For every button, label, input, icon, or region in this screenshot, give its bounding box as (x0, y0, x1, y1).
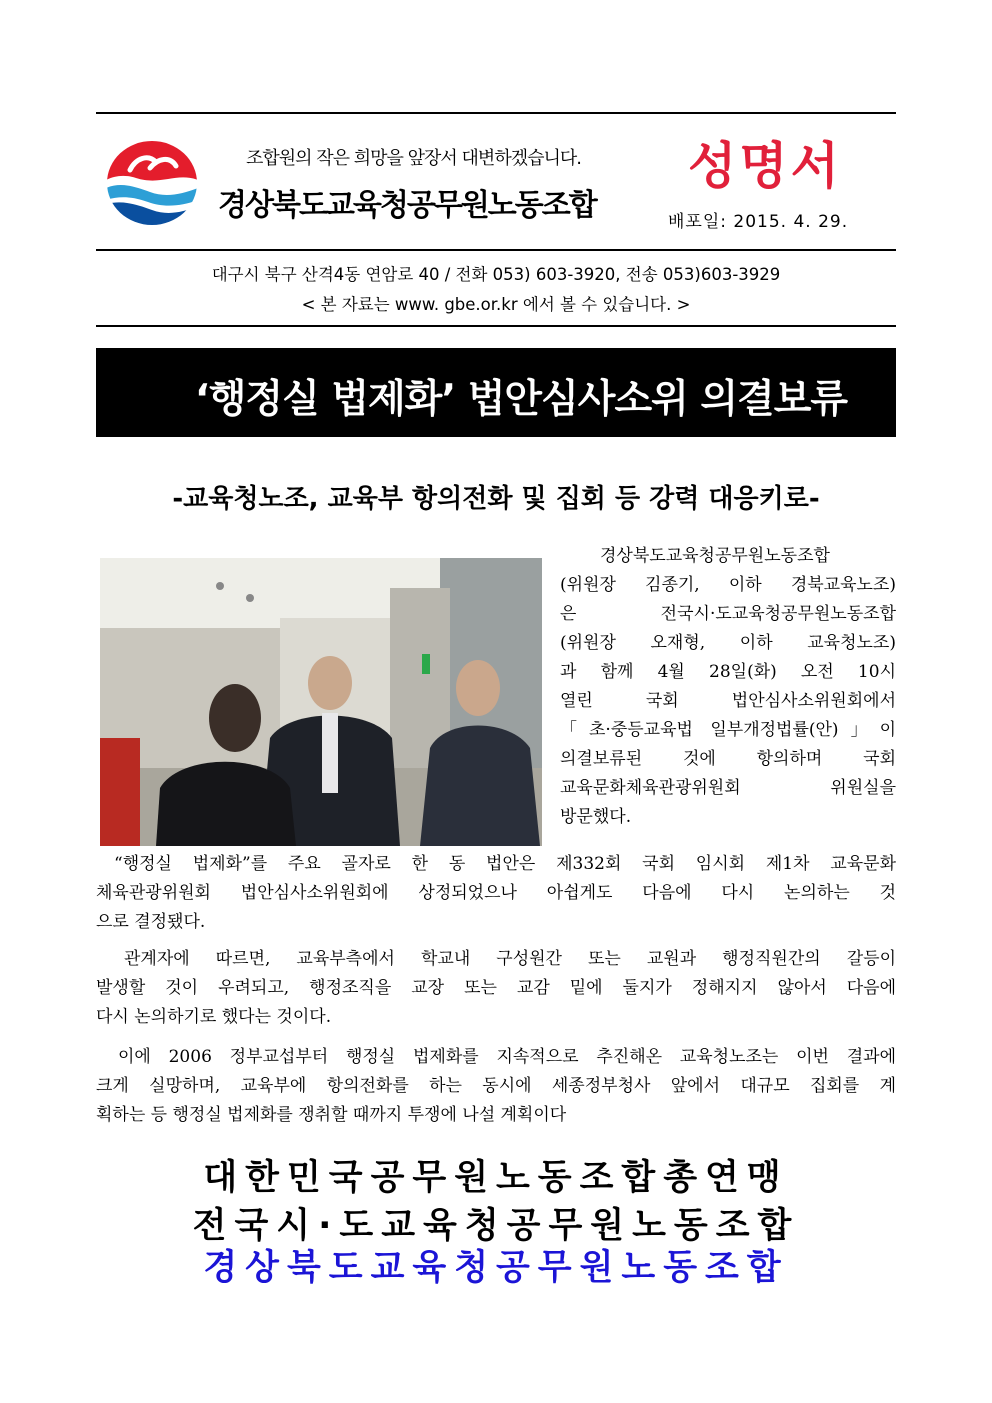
intro-line: 과 함께 4월 28일(화) 오전 10시 (560, 662, 896, 682)
headline: ‘행정실 법제화’ 법안심사소위 의결보류 (194, 377, 848, 422)
signature-gyeongbuk-union: 경상북도교육청공무원노동조합 (203, 1248, 789, 1288)
distribution-date: 배포일: 2015. 4. 29. (668, 212, 849, 232)
intro-line: 경상북도교육청공무원노동조합 (600, 546, 830, 566)
intro-line: 방문했다. (560, 807, 632, 827)
paragraph-line: 획하는 등 행정실 법제화를 쟁취할 때까지 투쟁에 나설 계획이다 (96, 1105, 567, 1125)
website-line: < 본 자료는 www. gbe.or.kr 에서 볼 수 있습니다. > (301, 295, 691, 314)
intro-line: 열린 국회 법안심사소위원회에서 (560, 691, 896, 711)
intro-line: (위원장 김종기, 이하 경북교육노조) (560, 575, 896, 595)
paragraph-3 (96, 945, 896, 1032)
top-rule (96, 112, 896, 114)
paragraph-line: “행정실 법제화”를 주요 골자로 한 동 법안은 제332회 국회 임시회 제1차 교육문화 (114, 854, 896, 874)
paragraph-4 (96, 1043, 896, 1130)
paragraph-line: 으로 결정됐다. (96, 912, 206, 932)
paragraph-2 (96, 850, 896, 937)
paragraph-line: 다시 논의하기로 했다는 것이다. (96, 1007, 332, 1027)
slogan: 조합원의 작은 희망을 앞장서 대변하겠습니다. (246, 148, 581, 169)
headline-banner (96, 348, 896, 437)
meeting-photo (100, 558, 542, 846)
intro-paragraph (560, 542, 896, 832)
intro-line: 은 전국시·도교육청공무원노동조합 (560, 604, 896, 624)
paragraph-line: 발생할 것이 우려되고, 행정조직을 교장 또는 교감 밑에 둘지가 정해지지 않아서 다음에 (96, 978, 896, 998)
paragraph-line: 체육관광위원회 법안심사소위원회에 상정되었으나 아쉽게도 다음에 다시 논의하는 것 (96, 883, 896, 903)
subtitle: -교육청노조, 교육부 항의전화 및 집회 등 강력 대응키로- (172, 484, 820, 514)
paragraph-line: 관계자에 따르면, 교육부측에서 학교내 구성원간 또는 교원과 행정직원간의 갈등이 (124, 949, 896, 969)
header-divider (96, 249, 896, 251)
contact-divider (96, 325, 896, 327)
intro-line: 의결보류된 것에 항의하며 국회 (560, 749, 896, 769)
signature-national-union: 전국시·도교육청공무원노동조합 (192, 1206, 800, 1246)
intro-line: 교육문화체육관광위원회 위원실을 (560, 778, 896, 798)
union-logo-icon (106, 140, 198, 226)
paragraph-line: 크게 실망하며, 교육부에 항의전화를 하는 동시에 세종정부청사 앞에서 대규모 집회를 계 (96, 1076, 896, 1096)
org-title: 경상북도교육청공무원노동조합 (218, 188, 596, 223)
document-type: 성명서 (688, 136, 842, 195)
intro-line: 「초·중등교육법 일부개정법률(안)」이 (560, 720, 896, 740)
address-line: 대구시 북구 산격4동 연암로 40 / 전화 053) 603-3920, 전송 053)603-3929 (211, 265, 781, 284)
intro-line: (위원장 오재형, 이하 교육청노조) (560, 633, 896, 653)
signature-federation: 대한민국공무원노동조합총연맹 (203, 1158, 789, 1198)
paragraph-line: 이에 2006 정부교섭부터 행정실 법제화를 지속적으로 추진해온 교육청노조는 이번 결과에 (118, 1047, 896, 1067)
